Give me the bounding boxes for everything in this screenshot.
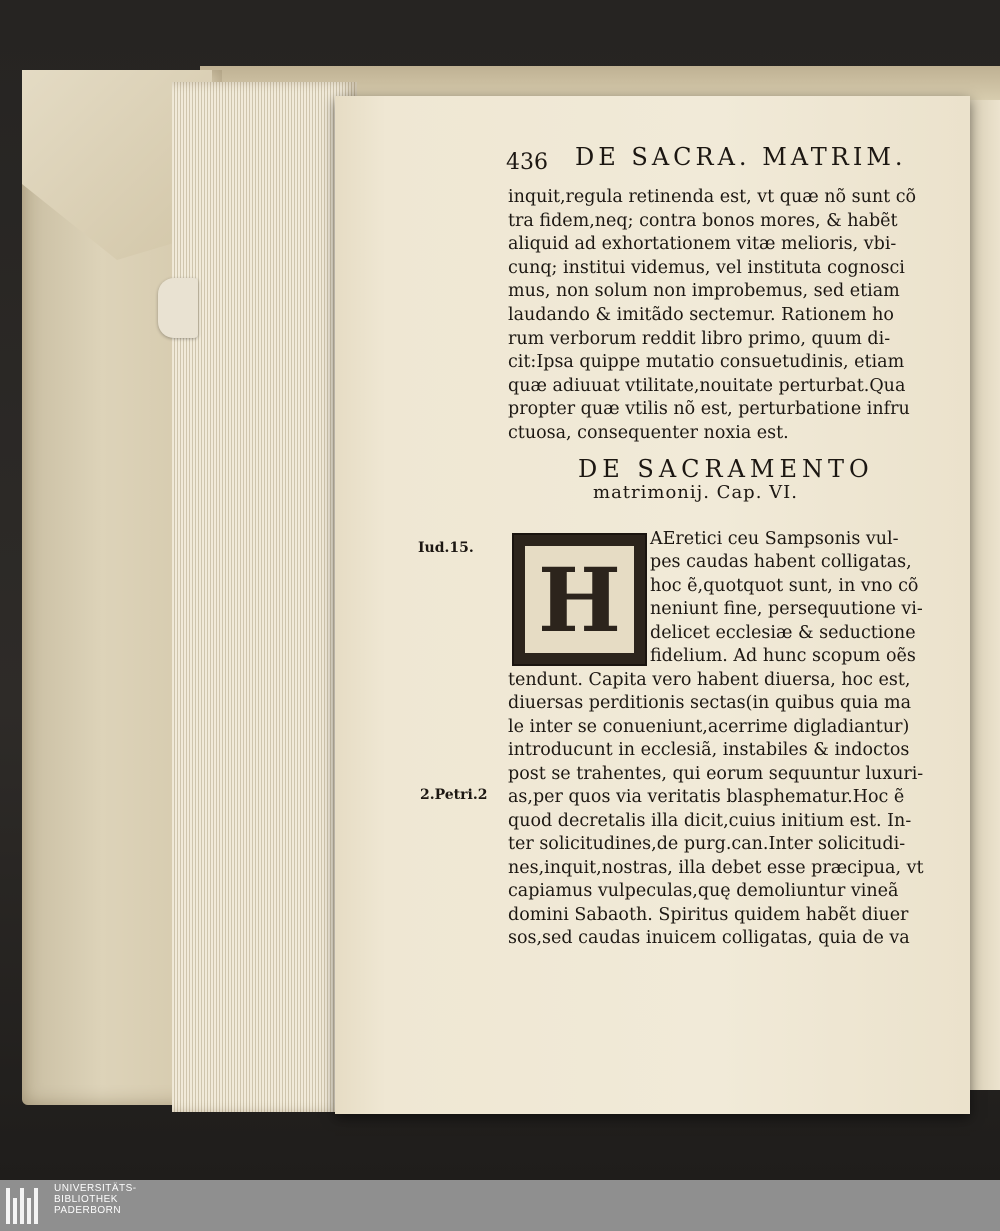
library-logo-icon: [6, 1188, 44, 1224]
text-line: ctuosa, consequenter noxia est.: [508, 422, 789, 443]
facing-page-edge: [966, 100, 1000, 1090]
text-line: pes caudas habent colligatas,: [650, 552, 912, 572]
initial-letter: H: [522, 543, 637, 656]
text-line: tendunt. Capita vero habent diuersa, hoc est,: [508, 670, 911, 690]
text-line: propter quæ vtilis nõ est, perturbatione infru: [508, 399, 910, 420]
text-line: AEretici ceu Sampsonis vul-: [650, 529, 899, 549]
library-name-line: PADERBORN: [54, 1205, 122, 1216]
text-line: sos,sed caudas inuicem colligatas, quia de va: [508, 928, 910, 948]
text-line: fidelium. Ad hunc scopum oẽs: [650, 646, 916, 666]
library-name-line: UNIVERSITÄTS-: [54, 1183, 137, 1194]
text-line: neniunt fine, persequutione vi-: [650, 599, 923, 619]
text-line: cit:Ipsa quippe mutatio consuetudinis, etiam: [508, 352, 905, 373]
marginal-reference: Iud.15.: [418, 540, 474, 556]
text-line: quæ adiuuat vtilitate,nouitate perturbat.Qua: [508, 375, 906, 396]
text-line: delicet ecclesiæ & seductione: [650, 623, 916, 643]
text-line: cunq; institui videmus, vel instituta cognosci: [508, 257, 905, 278]
text-line: aliquid ad exhortationem vitæ melioris, vbi-: [508, 234, 897, 255]
text-line: introducunt in ecclesiã, instabiles & indoctos: [508, 740, 910, 760]
text-line: quod decretalis illa dicit,cuius initium est. In-: [508, 811, 912, 831]
text-line: capiamus vulpeculas,quę demoliuntur vineã: [508, 881, 899, 901]
text-line: diuersas perditionis sectas(in quibus quia ma: [508, 693, 912, 713]
text-line: nes,inquit,nostras, illa debet esse præcipua, vt: [508, 858, 924, 878]
text-line: tra fidem,neq; contra bonos mores, & habẽt: [508, 210, 898, 231]
decorated-initial: [512, 533, 647, 666]
library-name: [54, 1183, 137, 1216]
text-line: inquit,regula retinenda est, vt quæ nõ sunt cõ: [508, 187, 917, 207]
running-head: DE SACRA. MATRIM.: [575, 143, 907, 171]
chapter-subtitle: matrimonij. Cap. VI.: [593, 482, 798, 503]
body-text-top: [508, 186, 938, 446]
text-line: post se trahentes, qui eorum sequuntur luxuri-: [508, 764, 924, 784]
text-line: laudando & imitãdo sectemur. Rationem ho: [508, 304, 894, 325]
text-line: hoc ẽ,quotquot sunt, in vno cõ: [650, 576, 919, 596]
clasp-tie: [158, 278, 198, 338]
text-line: mus, non solum non improbemus, sed etiam: [508, 281, 900, 302]
text-line: ter solicitudines,de purg.can.Inter solicitudi-: [508, 834, 906, 854]
page-edges: [172, 82, 357, 1112]
chapter-title: DE SACRAMENTO: [578, 455, 874, 483]
text-line: rum verborum reddit libro primo, quum di-: [508, 328, 891, 349]
text-line: le inter se conueniunt,acerrime digladiantur): [508, 717, 910, 737]
page-number: 436: [506, 150, 548, 175]
library-name-line: BIBLIOTHEK: [54, 1194, 118, 1205]
text-line: domini Sabaoth. Spiritus quidem habẽt diuer: [508, 905, 909, 925]
marginal-reference: 2.Petri.2: [420, 787, 488, 803]
text-line: as,per quos via veritatis blasphematur.Hoc ẽ: [508, 787, 905, 807]
library-footer-bar: [0, 1180, 1000, 1231]
